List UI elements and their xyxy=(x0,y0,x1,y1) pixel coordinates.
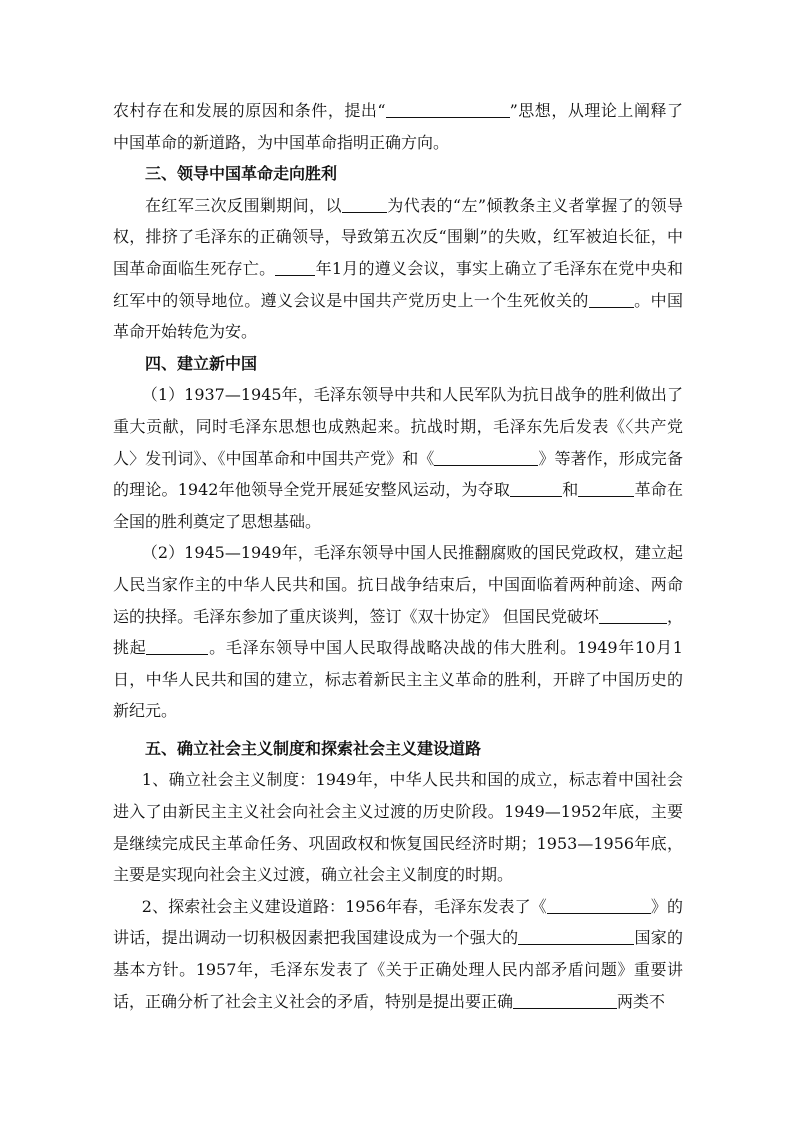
fill-blank[interactable] xyxy=(599,607,667,624)
document-body xyxy=(113,95,683,1017)
paragraph-zunyi: 在红军三次反围剿期间，以 为代表的“左”倾教条主义者掌握了的领导权，排挤了毛泽东的正确领导，导致第五次反“围剿”的失败，红军被迫长征，中国革命面临生死存亡。 年1月的遵义会议，事实上确立了毛泽东在党中央和红军中的领导地位。遵义会议是中国共产党历史上一个生死攸关的 。中国革命开始转危为安。 xyxy=(113,195,683,342)
fill-blank[interactable] xyxy=(386,101,510,118)
fill-blank[interactable] xyxy=(513,992,617,1009)
fill-blank[interactable] xyxy=(275,259,315,276)
fill-blank[interactable] xyxy=(589,291,634,308)
paragraph-anti-japanese-war: （1）1937—1945年，毛泽东领导中共和人民军队为抗日战争的胜利做出了重大贡献，同时毛泽东思想也成熟起来。抗战时期，毛泽东先后发表《〈共产党人〉发刊词》、《中国革命和中国共产党》和《 》等著作，形成完备的理论。1942年他领导全党开展延安整风运动，为夺取 和 革命在全国的胜利奠定了思想基础。 xyxy=(113,385,683,531)
section-heading-5: 五、确立社会主义制度和探索社会主义建设道路 xyxy=(145,738,482,758)
paragraph-liberation-war: （2）1945—1949年，毛泽东领导中国人民推翻腐败的国民党政权，建立起人民当家作主的中华人民共和国。抗日战争结束后，中国面临着两种前途、两命运的抉择。毛泽东参加了重庆谈判，签订《双十协定》 但国民党破坏 ，挑起 。毛泽东领导中国人民取得战略决战的伟大胜利。1949年10月1日，中华人民共和国的建立，标志着新民主主义革命的胜利，开辟了中国历史的新纪元。 xyxy=(113,543,683,721)
fill-blank[interactable] xyxy=(518,928,634,945)
fill-blank[interactable] xyxy=(547,897,651,914)
fill-blank[interactable] xyxy=(342,196,387,213)
paragraph-socialist-construction: 2、探索社会主义建设道路：1956年春，毛泽东发表了《 》的讲话，提出调动一切积极因素把我国建设成为一个强大的 国家的基本方针。1957年，毛泽东发表了《关于正确处理人民内部矛盾问题》重要讲话，正确分析了社会主义社会的矛盾，特别是提出要正确 两类不 xyxy=(113,896,683,1011)
fill-blank[interactable] xyxy=(510,480,562,497)
fill-blank[interactable] xyxy=(578,480,634,497)
section-heading-3: 三、领导中国革命走向胜利 xyxy=(145,164,338,184)
section-heading-4: 四、建立新中国 xyxy=(145,353,258,373)
paragraph-socialist-system: 1、确立社会主义制度：1949年，中华人民共和国的成立，标志着中国社会进入了由新民主主义社会向社会主义过渡的历史阶段。1949—1952年底，主要是继续完成民主革命任务、巩固政权和恢复国民经济时期；1953—1956年底，主要是实现向社会主义过渡，确立社会主义制度的时期。 xyxy=(113,770,683,885)
fill-blank[interactable] xyxy=(434,449,538,466)
paragraph-rural-bases: 农村存在和发展的原因和条件，提出“ ”思想，从理论上阐释了中国革命的新道路，为中国革命指明正确方向。 xyxy=(113,101,683,152)
fill-blank[interactable] xyxy=(146,638,208,655)
